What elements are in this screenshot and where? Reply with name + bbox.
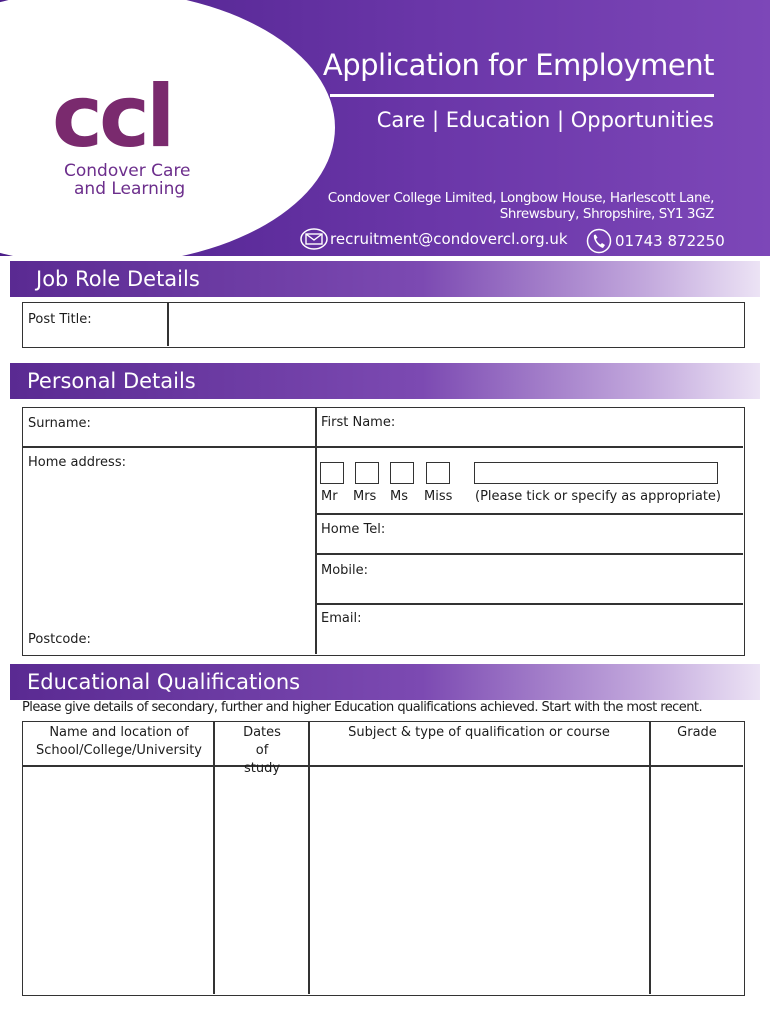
postcode-label: Postcode:	[28, 632, 91, 647]
row-divider	[315, 513, 743, 515]
title-checkbox-mrs[interactable]	[355, 462, 379, 484]
column-header-subject: Subject & type of qualification or course	[348, 725, 610, 740]
mobile-field[interactable]	[403, 556, 733, 600]
title-hint: (Please tick or specify as appropriate)	[475, 489, 721, 504]
title-checkbox-mr[interactable]	[320, 462, 344, 484]
subject-cell[interactable]	[311, 768, 647, 992]
contact-email[interactable]	[300, 228, 568, 250]
page-title: Application for Employment	[322, 48, 714, 82]
logo-name-line1: Condover Care	[64, 161, 191, 181]
phone-icon	[585, 228, 613, 254]
title-other-field[interactable]	[474, 462, 718, 484]
dates-cell[interactable]	[216, 768, 306, 992]
ccl-logo-mark: ccl	[52, 67, 172, 167]
surname-label: Surname:	[28, 416, 91, 431]
column-divider	[308, 722, 310, 994]
section-personal	[10, 363, 760, 399]
phone-text[interactable]: 01743 872250	[615, 232, 725, 250]
education-table	[22, 721, 745, 996]
education-instructions: Please give details of secondary, further and higher Education qualifications achieved. Start with the most recent.	[22, 700, 703, 715]
post-title-field[interactable]	[169, 303, 744, 347]
email-field[interactable]	[403, 606, 733, 650]
home-tel-field[interactable]	[403, 516, 733, 550]
tagline: Care | Education | Opportunities	[376, 108, 714, 132]
column-divider	[213, 722, 215, 994]
email-label: Email:	[321, 611, 362, 626]
title-option-miss: Miss	[424, 489, 453, 504]
post-title-label: Post Title:	[28, 312, 92, 327]
title-option-mr: Mr	[321, 489, 338, 504]
contact-phone[interactable]	[585, 228, 725, 254]
column-header-school: Name and location of School/College/University	[36, 725, 202, 758]
email-text[interactable]: recruitment@condovercl.org.uk	[330, 230, 568, 248]
job-role-heading: Job Role Details	[36, 267, 200, 291]
surname-field[interactable]	[123, 410, 308, 444]
home-address-field[interactable]	[28, 478, 308, 628]
home-tel-label: Home Tel:	[321, 522, 386, 537]
row-divider	[315, 603, 743, 605]
title-underline	[330, 94, 714, 97]
envelope-icon	[300, 228, 328, 250]
title-option-mrs: Mrs	[353, 489, 377, 504]
mobile-label: Mobile:	[321, 563, 369, 578]
address-line-1: Condover College Limited, Longbow House, Harlescott Lane,	[327, 190, 714, 206]
section-education	[10, 664, 760, 700]
column-header-grade: Grade	[677, 725, 717, 740]
ccl-logo-text	[64, 162, 191, 198]
education-heading: Educational Qualifications	[27, 670, 301, 694]
address-line-2: Shrewsbury, Shropshire, SY1 3GZ	[499, 206, 714, 222]
header-banner	[0, 0, 770, 256]
company-address	[328, 190, 714, 222]
column-divider	[649, 722, 651, 994]
title-checkbox-ms[interactable]	[390, 462, 414, 484]
section-job-role	[10, 261, 760, 297]
personal-heading: Personal Details	[27, 369, 196, 393]
first-name-field[interactable]	[413, 410, 733, 444]
column-divider	[315, 408, 317, 654]
title-option-ms: Ms	[390, 489, 408, 504]
row-divider	[315, 553, 743, 555]
row-divider	[23, 446, 743, 448]
school-cell[interactable]	[25, 768, 211, 992]
header-divider	[23, 765, 743, 767]
first-name-label: First Name:	[321, 415, 396, 430]
title-checkbox-miss[interactable]	[426, 462, 450, 484]
post-title-row	[22, 302, 745, 348]
column-header-dates: Dates of study	[243, 725, 281, 776]
personal-details-table	[22, 407, 745, 656]
home-address-label: Home address:	[28, 455, 126, 470]
grade-cell[interactable]	[652, 768, 742, 992]
logo-name-line2: and Learning	[74, 179, 186, 199]
